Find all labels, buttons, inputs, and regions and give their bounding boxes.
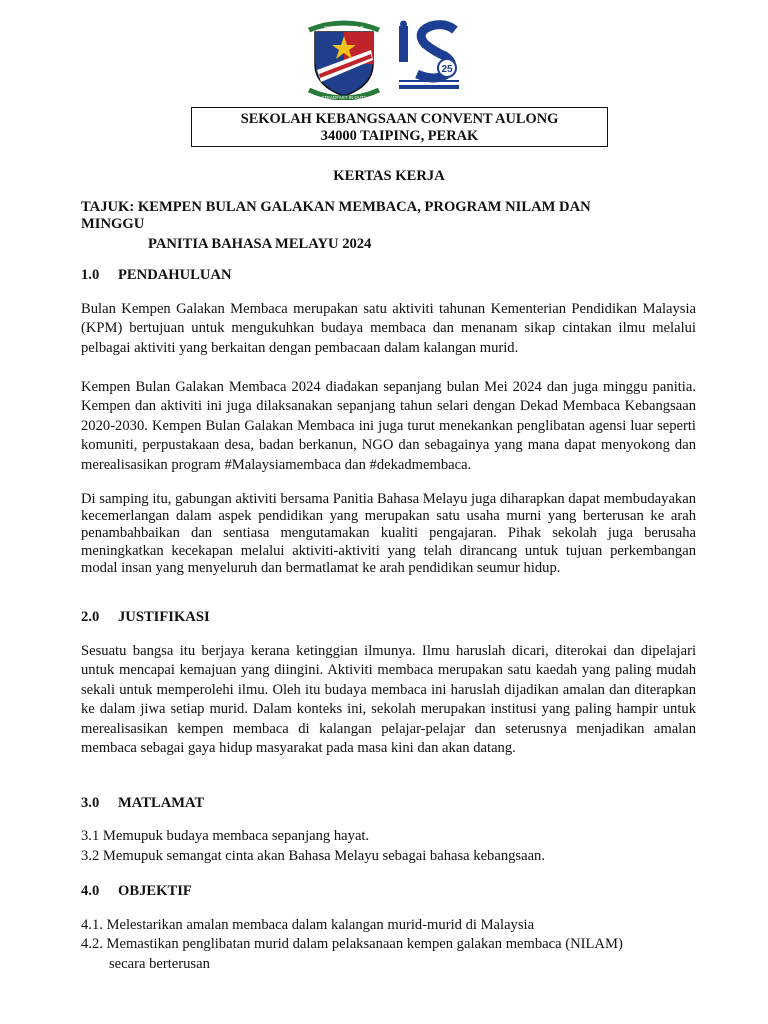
section-heading-1 xyxy=(81,266,232,285)
section-number: 4.0 xyxy=(81,883,100,899)
section-number: 2.0 xyxy=(81,609,100,625)
section-title: JUSTIFIKASI xyxy=(118,609,210,625)
subject-line-3: PANITIA BAHASA MELAYU 2024 xyxy=(148,236,372,252)
subject-line-2: MINGGU xyxy=(81,216,145,232)
paragraph-justifikasi: Sesuatu bangsa itu berjaya kerana ketinggian ilmunya. Ilmu haruslah dicari, diterokai dan dipelajari untuk mencapai kemajuan yang diingini. Aktiviti membaca merupakan satu kaedah yang paling mudah sekali untuk memperolehi ilmu. Oleh itu budaya membaca ini haruslah dijadikan amalan dan diterapkan ke dalam jiwa setiap murid. Dalam konteks ini, sekolah merupakan institusi yang paling hampir untuk merealisasikan kempen membaca di kalangan pelajar-pelajar dan seterusnya menjadikan amalan membaca sebagai gaya hidup masyarakat pada masa kini dan akan datang. xyxy=(81,643,696,757)
document-subject xyxy=(81,199,641,253)
organisation-logo xyxy=(395,20,463,92)
document-title: KERTAS KERJA xyxy=(333,168,445,184)
section-number: 3.0 xyxy=(81,795,100,811)
objektif-item-continuation: secara berterusan xyxy=(109,956,210,972)
objektif-item: 4.1. Melestarikan amalan membaca dalam kalangan murid-murid di Malaysia xyxy=(81,917,535,933)
paragraph-pendahuluan-2: Kempen Bulan Galakan Membaca 2024 diadakan sepanjang bulan Mei 2024 dan juga minggu panitia. Kempen dan aktiviti ini juga dilaksanakan sepanjang tahun selari dengan Dekad Membaca Kebangsaan 2020-2030. Kempen Bulan Galakan Membaca ini juga turut menekankan penglibatan agensi luar seperti komuniti, perpustakaan desa, badan berkanun, NGO dan sebagainya yang mana dapat menyokong dan merealisasikan program #Malaysiamembaca dan #dekadmembaca. xyxy=(81,379,696,473)
objektif-item: 4.2. Memastikan penglibatan murid dalam pelaksanaan kempen galakan membaca (NILAM) xyxy=(81,936,623,952)
section-number: 1.0 xyxy=(81,267,100,283)
section-heading-3 xyxy=(81,794,204,813)
school-address: 34000 TAIPING, PERAK xyxy=(320,127,479,144)
paragraph-pendahuluan-3: Di samping itu, gabungan aktiviti bersama Panitia Bahasa Melayu juga diharapkan dapat membudayakan kecemerlangan dalam aspek pendidikan yang merupakan satu usaha murni yang berterusan ke arah penambahbaikan dan sentiasa mengutamakan kualiti pengajaran. Pihak sekolah juga berusaha meningkatkan kecekapan melalui aktiviti-aktiviti yang telah dirancang untuk tujuan perkembangan modal insan yang menyeluruh dan bermatlamat ke arah pendidikan seumur hidup. xyxy=(81,491,696,576)
header-logos xyxy=(303,20,463,100)
crest-motto-top: SIMPLE IN VIRTUE xyxy=(324,25,364,30)
section-title: OBJEKTIF xyxy=(118,883,192,899)
crest-motto-bottom: STEADFAST IN DUTY xyxy=(321,95,367,100)
school-crest-logo xyxy=(303,20,385,100)
paragraph-pendahuluan-1: Bulan Kempen Galakan Membaca merupakan satu aktiviti tahunan Kementerian Pendidikan Malaysia (KPM) bertujuan untuk mengukuhkan budaya membaca dan menanam sikap cintakan ilmu melalui pelbagai aktiviti yang berkaitan dengan pembacaan dalam kalangan murid. xyxy=(81,301,696,356)
school-name: SEKOLAH KEBANGSAAN CONVENT AULONG xyxy=(240,111,559,127)
section-heading-4 xyxy=(81,882,192,901)
matlamat-item: 3.1 Memupuk budaya membaca sepanjang hayat. xyxy=(81,828,370,844)
matlamat-item: 3.2 Memupuk semangat cinta akan Bahasa Melayu sebagai bahasa kebangsaan. xyxy=(81,848,545,864)
logo-anniversary-number: 25 xyxy=(441,64,453,75)
section-title: PENDAHULUAN xyxy=(118,267,232,283)
subject-line-1: TAJUK: KEMPEN BULAN GALAKAN MEMBACA, PROGRAM NILAM DAN xyxy=(81,199,591,215)
section-heading-2 xyxy=(81,608,210,627)
school-header-box xyxy=(191,107,608,147)
section-title: MATLAMAT xyxy=(118,795,205,811)
